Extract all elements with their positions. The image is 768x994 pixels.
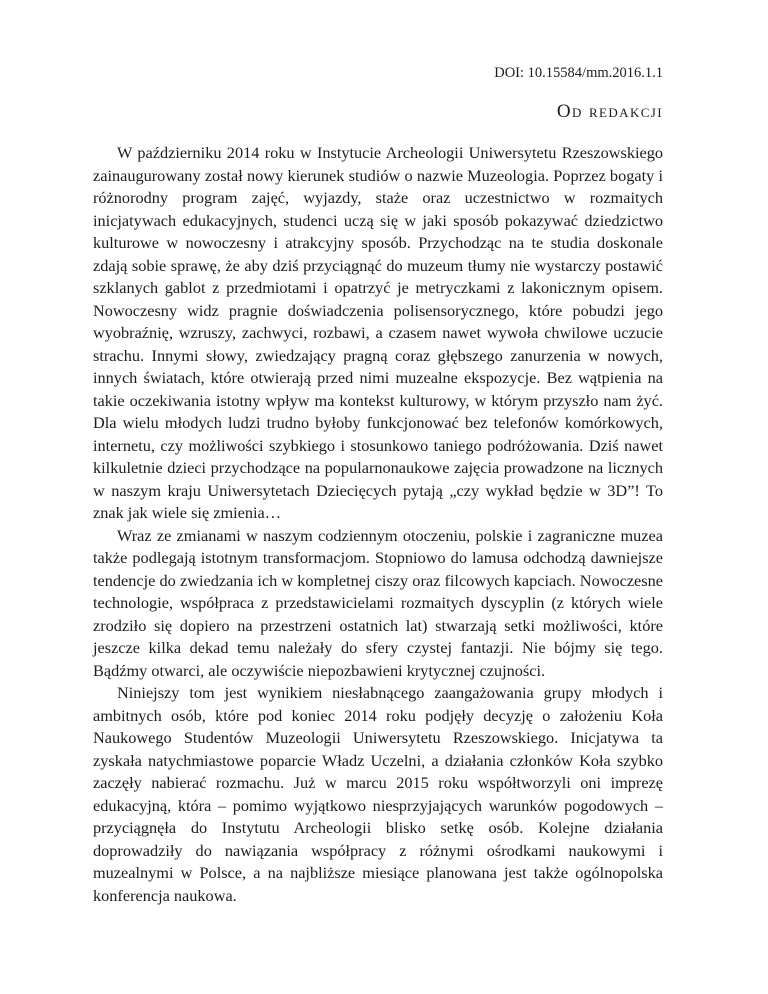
paragraph-1: W październiku 2014 roku w Instytucie Archeologii Uniwersytetu Rzeszowskiego zainaugurowany został nowy kierunek studiów o nazwie Muzeologia. Poprzez bogaty i różnorodny program zajęć, wyjazdy, staże oraz uczestnictwo w rozmaitych inicjatywach edukacyjnych, studenci uczą się w jaki sposób pokazywać dziedzictwo kulturowe w nowoczesny i atrakcyjny sposób. Przychodząc na te studia doskonale zdają sobie sprawę, że aby dziś przyciągnąć do muzeum tłumy nie wystarczy postawić szklanych gablot z przedmiotami i opatrzyć je metryczkami z lakonicznym opisem. Nowoczesny widz pragnie doświadczenia polisensorycznego, które pobudzi jego wyobraźnię, wzruszy, zachwyci, rozbawi, a czasem nawet wywoła chwilowe uczucie strachu. Innymi słowy, zwiedzający pragną coraz głębszego zanurzenia w nowych, innych światach, które otwierają przed nimi muzealne ekspozycje. Bez wątpienia na takie oczekiwania istotny wpływ ma kontekst kulturowy, w którym przyszło nam żyć. Dla wielu młodych ludzi trudno byłoby funkcjonować bez telefonów komórkowych, internetu, czy możliwości szybkiego i stosunkowo taniego podróżowania. Dziś nawet kilkuletnie dzieci przychodzące na popularnonaukowe zajęcia prowadzone na licznych w naszym kraju Uniwersytetach Dziecięcych pytają „czy wykład będzie w 3D”! To znak jak wiele się zmienia… [93, 143, 663, 522]
document-page [93, 64, 663, 907]
doi-label: DOI: 10.15584/mm.2016.1.1 [494, 65, 663, 81]
body-text [93, 142, 663, 907]
paragraph-3: Niniejszy tom jest wynikiem niesłabnącego zaangażowania grupy młodych i ambitnych osób, które pod koniec 2014 roku podjęły decyzję o założeniu Koła Naukowego Studentów Muzeologii Uniwersytetu Rzeszowskiego. Inicjatywa ta zyskała natychmiastowe poparcie Władz Uczelni, a działania członków Koła szybko zaczęły nabierać rozmachu. Już w marcu 2015 roku współtworzyli oni imprezę edukacyjną, która – pomimo wyjątkowo niesprzyjających warunków pogodowych – przyciągnęła do Instytutu Archeologii blisko setkę osób. Kolejne działania doprowadziły do nawiązania współpracy z różnymi ośrodkami naukowymi i muzealnymi w Polsce, a na najbliższe miesiące planowana jest także ogólnopolska konferencja naukowa. [93, 683, 663, 905]
section-title: Od redakcji [556, 101, 663, 122]
paragraph-2: Wraz ze zmianami w naszym codziennym otoczeniu, polskie i zagraniczne muzea także podlegają istotnym transformacjom. Stopniowo do lamusa odchodzą dawniejsze tendencje do zwiedzania ich w kompletnej ciszy oraz filcowych kapciach. Nowoczesne technologie, współpraca z przedstawicielami rozmaitych dyscyplin (z których wiele zrodziło się dopiero na przestrzeni ostatnich lat) stwarzają setki możliwości, które jeszcze kilka dekad temu należały do sfery czystej fantazji. Nie bójmy się tego. Bądźmy otwarci, ale oczywiście niepozbawieni krytycznej czujności. [93, 525, 663, 680]
